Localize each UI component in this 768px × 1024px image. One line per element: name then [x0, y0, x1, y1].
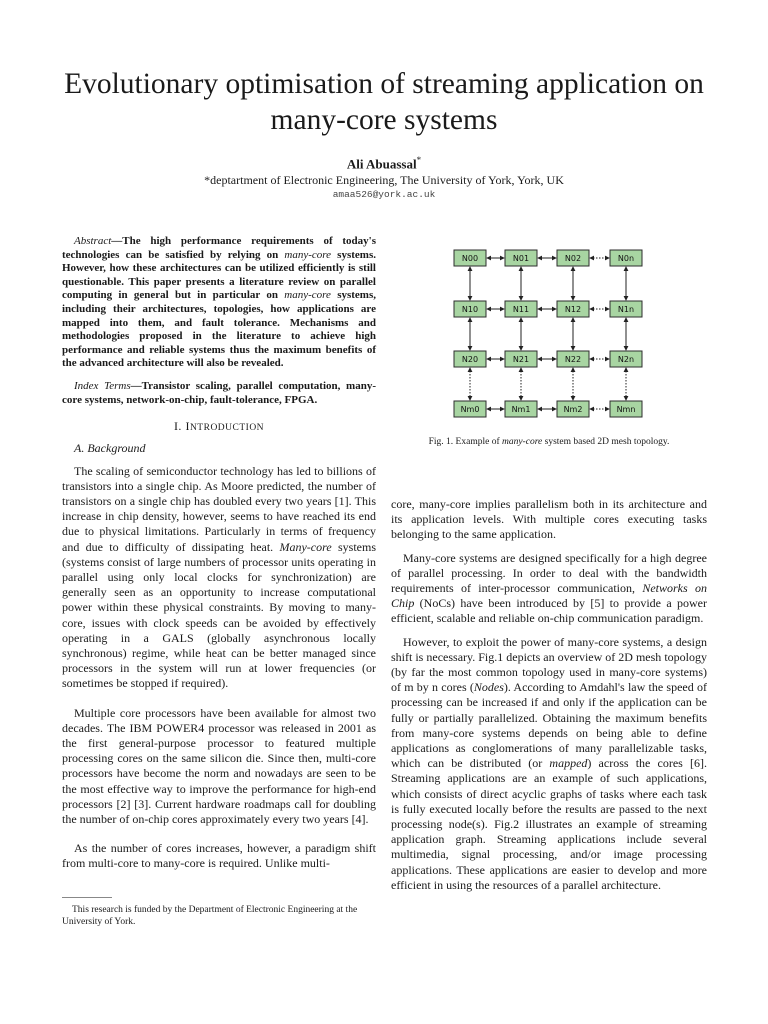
mesh-node: [505, 301, 537, 317]
right-paragraph-2: [391, 551, 707, 627]
mesh-node: [557, 351, 589, 367]
mesh-links: [470, 258, 626, 409]
abstract-text-2: systems. However, how these architectures can be utilized efficiently is still questionable. This paper presents a literature review on parallel computing in general but in particular on: [62, 248, 376, 302]
mesh-node: [610, 351, 642, 367]
footnote: This research is funded by the Department of Electronic Engineering at the University of York.: [62, 905, 358, 927]
index-terms-label: Index Terms: [74, 379, 131, 392]
abstract-dash: —: [111, 235, 123, 247]
right-paragraph-2-text-b: (NoCs) have been introduced by [5] to provide a power efficient, scalable and reliable on-chip communication paradigm.: [391, 596, 707, 626]
author-name-text: Ali Abuassal: [346, 156, 417, 172]
paragraph-3: As the number of cores increases, however, a paradigm shift from multi-core to many-core is required. Unlike multi-: [62, 841, 376, 871]
mesh-node: [610, 301, 642, 317]
mesh-node-label: N01: [512, 254, 530, 263]
abstract-em-2: many-core: [284, 289, 331, 302]
mesh-node-label: N22: [564, 355, 582, 364]
caption-suffix: system based 2D mesh topology.: [542, 437, 670, 447]
mesh-node: [505, 250, 537, 266]
mesh-node-label: N2n: [617, 355, 635, 364]
caption-prefix: Fig. 1. Example of: [428, 437, 502, 447]
right-paragraph-3: [391, 635, 707, 893]
mesh-topology-figure: [440, 240, 680, 430]
section-first-letter: I: [185, 419, 190, 434]
mesh-node: [454, 401, 486, 417]
paragraph-1-text-b: systems (systems consist of large numbers of processor units operating in parallel using only local clocks for synchronization) are generally seen as an opportunity to increase computational power within these physical constraints. By moving to many-core, issues with clock speeds can be avoided by effectively operating in a GALS (globally asynchronous locally synchronous) regime, while heat can be better managed since processors in the system will run at lower frequencies (or sometimes be stopped if required).: [62, 539, 376, 691]
left-column: [62, 235, 376, 872]
mesh-node: [505, 351, 537, 367]
mesh-node-label: Nm1: [511, 405, 531, 414]
index-terms-text: Transistor scaling, parallel computation, many-core systems, network-on-chip, fault-tolerance, FPGA.: [62, 379, 376, 406]
right-paragraph-1: core, many-core implies parallelism both in its architecture and its application levels. With multiple cores executing tasks belonging to the same application.: [391, 497, 707, 542]
mesh-node-label: N00: [461, 254, 479, 263]
right-paragraph-3-em-2: mapped: [549, 756, 588, 771]
mesh-node: [610, 401, 642, 417]
mesh-node-label: N12: [564, 305, 582, 314]
figure-caption: [391, 437, 707, 447]
section-number: I.: [173, 419, 186, 434]
mesh-node: [557, 401, 589, 417]
right-paragraph-3-text-a: However, to exploit the power of many-core systems, a design shift is necessary. Fig.1 depicts an overview of 2D mesh topology (by far the most common topology used in many-core systems) of m by n cores (: [391, 634, 707, 695]
mesh-node-label: N21: [512, 355, 530, 364]
mesh-node: [454, 250, 486, 266]
right-paragraph-2-em: Networks on Chip: [391, 581, 707, 611]
mesh-node: [557, 301, 589, 317]
right-column: [391, 497, 707, 893]
author-mark: *: [416, 155, 422, 165]
abstract-text-3: systems, including their architectures, topologies, how applications are mapped into them, and fault tolerance. Mechanisms and methodologies proposed in the literature to achieve high performance and reliable systems thus the maximum benefits of the advanced architecture will also be revealed.: [62, 289, 376, 370]
mesh-node-label: Nmn: [616, 405, 636, 414]
mesh-node: [454, 301, 486, 317]
footnote-rule: [62, 897, 112, 898]
index-terms-dash: —: [130, 379, 142, 392]
author-name: [0, 155, 768, 172]
paragraph-1: [62, 464, 376, 692]
right-paragraph-3-text-b: ). According to Amdahl's law the speed of processing can be increased if and only if the application can be fully or partially parallelized. Obtaining the maximum benefits from many-core systems depends on being able to define applications as conglomerations of many parallelizable tasks, which can be distributed (or: [391, 680, 707, 771]
mesh-node-label: Nm2: [563, 405, 583, 414]
mesh-nodes: [454, 250, 642, 417]
paragraph-1-em: Many-core: [279, 539, 332, 554]
abstract: [62, 235, 376, 371]
paper-title: Evolutionary optimisation of streaming application on many-core systems: [64, 68, 704, 136]
mesh-node: [610, 250, 642, 266]
mesh-node-label: N02: [564, 254, 582, 263]
abstract-text-1: The high performance requirements of today's technologies can be satisfied by relying on: [62, 235, 376, 261]
right-paragraph-3-text-c: ) across the cores [6]. Streaming applications are an example of such applications, which consists of direct acyclic graphs of tasks where each task is fully executed locally before the results are passed to the next processing node(s). Fig.2 illustrates an example of streaming application graph. Streaming applications include several multimedia, signal processing, and/or image processing applications. These applications are easier to develop and more efficient in using the resources of a parallel architecture.: [391, 756, 707, 892]
mesh-node-label: N11: [512, 305, 530, 314]
author-email: amaa526@york.ac.uk: [332, 189, 436, 200]
mesh-node: [505, 401, 537, 417]
abstract-em-1: many-core: [284, 248, 332, 261]
mesh-node-label: N10: [461, 305, 479, 314]
caption-em: many-core: [501, 437, 543, 447]
mesh-node-label: N0n: [617, 254, 635, 263]
paragraph-1-text-a: The scaling of semiconductor technology has led to billions of transistors into a single chip. As Moore predicted, the number of transistors on a single chip has doubled every two years [1]. This increase in chip density, however, seems to have reached its end due to physical limitations. Particularly in terms of frequency and due to difficulty of dissipating heat.: [62, 463, 376, 554]
mesh-node: [557, 250, 589, 266]
paragraph-2: Multiple core processors have been available for almost two decades. The IBM POWER4 processor was released in 2001 as the first general-purpose processor to featured multiple processing cores on the same silicon die. Since then, multi-core processors have become the norm and nowadays are seen to be the most effective way to improve the performance for high-end processors [2] [3]. Current hardware roadmaps call for doubling the number of on-chip cores approximately every two years [4].: [62, 705, 376, 826]
mesh-node: [454, 351, 486, 367]
section-heading-introduction: [62, 419, 376, 436]
section-title-rest: NTRODUCTION: [189, 423, 265, 434]
right-paragraph-2-text-a: Many-core systems are designed specifically for a high degree of parallel processing. In order to deal with the bandwidth requirements of inter-processor communication,: [391, 550, 707, 596]
index-terms: [62, 380, 376, 407]
mesh-node-label: Nm0: [460, 405, 480, 414]
subsection-heading-background: A. Background: [74, 441, 146, 456]
mesh-node-label: N20: [461, 355, 479, 364]
author-affiliation: *deptartment of Electronic Engineering, The University of York, York, UK: [204, 173, 564, 187]
abstract-label: Abstract: [74, 235, 112, 247]
mesh-node-label: N1n: [617, 305, 635, 314]
right-paragraph-3-em-1: Nodes: [473, 680, 504, 695]
